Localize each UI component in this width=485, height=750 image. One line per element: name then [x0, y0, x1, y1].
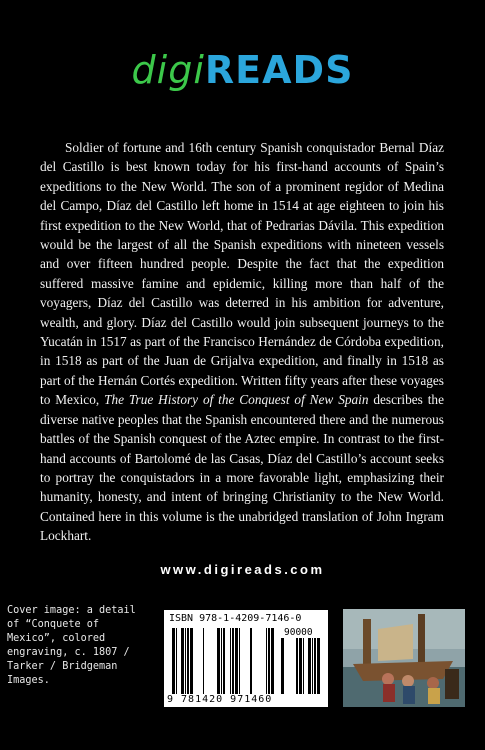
barcode-bar: [203, 628, 204, 694]
logo-digi: digi: [131, 48, 205, 92]
isbn-barcode: [164, 610, 328, 707]
blurb-text-1: Soldier of fortune and 16th century Spanish conquistador Bernal Díaz del Castillo is best known today for his first-hand accounts of Spain’s expeditions to the New World. The son of a prominent regidor of Medina del Campo, Díaz del Castillo left home in 1514 at age eighteen to join his first expedition to the New World, that of Pedrarias Dávila. This expedition would be the largest of all the Spanish expeditions with nineteen vessels and over fifteen hundred people. Despite the fact that the expedition suffered massive famine and epidemic, killing more than half of the voyagers, Díaz del Castillo was deterred in his ambition for adventure, wealth, and glory. Díaz del Castillo would join subsequent journeys to the Yucatán in 1517 as part of the Francisco Hernández de Córdoba expedition, in 1518 as part of the Juan de Grijalva expedition, and finally in 1518 as part of the Hernán Cortés expedition. Written fifty years after these voyages to Mexico,: [40, 140, 444, 408]
ean-number: 9 781420 971460: [167, 694, 273, 705]
barcode-bar: [314, 638, 316, 694]
barcode-bar: [217, 628, 220, 694]
price-addon-number: 90000: [284, 627, 313, 638]
barcode-bar: [250, 628, 252, 694]
barcode-bar: [303, 638, 304, 694]
book-title-italic: The True History of the Conquest of New Spain: [104, 392, 369, 408]
barcode-bar: [190, 628, 193, 694]
barcode-bar: [230, 628, 231, 694]
cover-painting-thumbnail: [343, 609, 465, 707]
barcode-bar: [266, 628, 267, 694]
barcode-bar: [221, 628, 222, 694]
barcode-bar: [181, 628, 184, 694]
addon-barcode-bars: [281, 638, 323, 694]
barcode-bar: [299, 638, 302, 694]
cover-image-credit: Cover image: a detail of “Conquete of Mexico”, colored engraving, c. 1807 / Tarker / Bridgeman Images.: [7, 605, 136, 686]
barcode-bar: [223, 628, 225, 694]
blurb-text-2: describes the diverse native peoples that the Spanish encountered there and the numerous battles of the Spanish conquest of the Aztec empire. In contrast to the first-hand accounts of Bartolomé de las Casas, Díaz del Castillo’s account seeks to portray the conquistadors in a more favorable light, emphasizing their humanity, honesty, and intent of bringing Christianity to the New World. Contained here in this volume is the unabridged translation of John Ingram Lockhart.: [40, 392, 444, 544]
ean-barcode-bars: [172, 628, 276, 694]
logo-reads: READS: [204, 48, 354, 92]
barcode-bar: [268, 628, 270, 694]
barcode-bar: [281, 638, 284, 694]
barcode-bar: [239, 628, 240, 694]
barcode-bar: [235, 628, 238, 694]
website-url[interactable]: www.digireads.com: [160, 562, 325, 577]
barcode-bar: [308, 638, 311, 694]
barcode-bar: [185, 628, 186, 694]
barcode-bar: [187, 628, 189, 694]
back-cover-blurb: [40, 138, 444, 546]
barcode-bar: [317, 638, 320, 694]
barcode-bar: [232, 628, 234, 694]
barcode-bar: [312, 638, 313, 694]
isbn-text: ISBN 978-1-4209-7146-0: [169, 613, 302, 624]
barcode-bar: [176, 628, 177, 694]
barcode-bar: [271, 628, 274, 694]
barcode-bar: [172, 628, 175, 694]
digireads-logo: [0, 48, 485, 92]
barcode-bar: [296, 638, 298, 694]
